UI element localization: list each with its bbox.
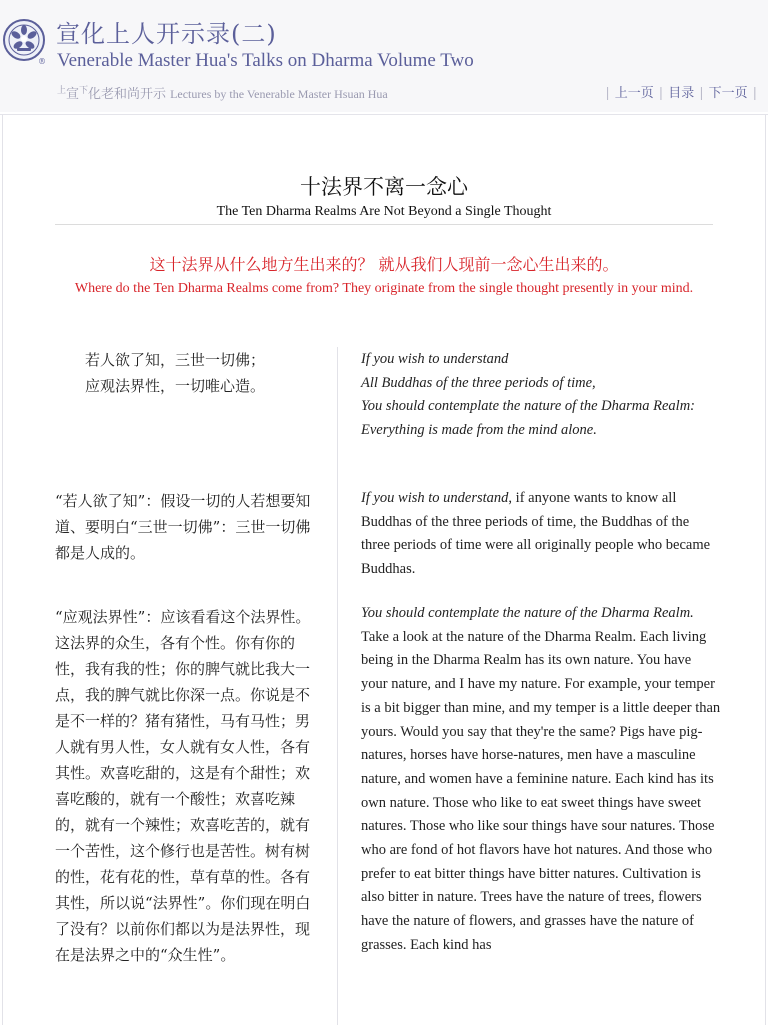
page-header: [0, 0, 768, 112]
paragraph-2-english: [361, 602, 721, 958]
paragraph-1-emphasis: If you wish to understand: [361, 490, 509, 506]
summary-english: Where do the Ten Dharma Realms come from? They originate from the single thought presently in your mind.: [74, 281, 694, 296]
nav-separator: |: [752, 86, 757, 101]
verse-line-en: Everything is made from the mind alone.: [361, 422, 597, 439]
prev-page-link[interactable]: 上一页: [614, 86, 654, 101]
paragraph-1-body: , if anyone wants to know all Buddhas of the three periods of time, the Buddhas of the three periods of time were all originally people who became Buddhas.: [361, 490, 711, 578]
paragraph-2-chinese: “应观法界性”：应该看看这个法界性。这法界的众生，各有个性。你有你的性，我有我的性；你的脾气就比我大一点，我的脾气就比你深一点。你说是不是不一样的？猪有猪性，马有马性；男人就有男人性，女人就有女人性，各有其性。欢喜吃甜的，这是有个甜性；欢喜吃酸的，就有一个酸性；欢喜吃辣的，就有一个辣性；欢喜吃苦的，就有一个苦性，这个修行也是苦性。树有树的性，花有花的性，草有草的性。各有其性，所以说“法界性”。你们现在明白了没有？以前你们都以为是法界性，现在是法界之中的“众生性”。: [55, 608, 311, 964]
column-divider: [337, 347, 338, 1025]
summary-chinese: 这十法界从什么地方生出来的？ 就从我们人现前一念心生出来的。: [149, 255, 619, 274]
nav-separator: |: [658, 86, 664, 101]
verse-english: [361, 348, 721, 443]
dharma-wheel-logo-icon: [2, 18, 46, 62]
site-subtitle: [57, 83, 388, 102]
subtitle-english: Lectures by the Venerable Master Hsuan Hua: [170, 87, 388, 101]
article-panel: [2, 115, 766, 1025]
page-navigation: [600, 82, 762, 101]
verse-line-en: All Buddhas of the three periods of time,: [361, 374, 596, 391]
nav-separator: |: [605, 86, 610, 101]
article-title-chinese: 十法界不离一念心: [300, 175, 468, 199]
verse-line-cn: 若人欲了知，三世一切佛；: [85, 351, 266, 369]
subtitle-rest: 化老和尚开示: [88, 87, 167, 102]
subtitle-xuan: 宣: [66, 87, 80, 102]
subtitle-xia: 下: [79, 86, 89, 96]
nav-separator: |: [699, 86, 704, 101]
article-content: [0, 114, 768, 1025]
verse-line-en: You should contemplate the nature of the Dharma Realm:: [361, 398, 696, 415]
site-title-english: Venerable Master Hua's Talks on Dharma Volume Two: [57, 50, 474, 71]
verse-line-en: If you wish to understand: [361, 351, 509, 367]
paragraph-2-emphasis: You should contemplate the nature of the Dharma Realm.: [361, 605, 694, 621]
subtitle-shang: 上: [57, 86, 67, 96]
next-page-link[interactable]: 下一页: [708, 86, 748, 101]
site-title-chinese: 宣化上人开示录(二): [56, 20, 277, 48]
title-divider: [55, 224, 713, 225]
registered-mark-icon: ®: [38, 57, 46, 66]
paragraph-1-english: [361, 487, 721, 582]
paragraph-2-body: Take a look at the nature of the Dharma Realm. Each living being in the Dharma Realm has its own nature. You have your nature, and I have my nature. For example, your temper is a bit bigger than mine, and my temper is a little deeper than yours. Would you say that they're the same? Pigs have pig-natures, horses have horse-natures, men have a masculine nature, and women have a feminine nature. Each kind has its own nature. Those who like to eat sweet things have sweet natures. Those who like sour things have sour natures. Those who are fond of hot flavors have hot natures. And those who prefer to eat bitter things have bitter natures. Cultivation is also bitter in nature. Trees have the nature of trees, flowers have the nature of flowers, and grasses have the nature of grasses. Each kind has: [361, 628, 721, 953]
paragraph-1-chinese: “若人欲了知”：假设一切的人若想要知道、要明白“三世一切佛”：三世一切佛都是人成的。: [55, 492, 311, 562]
table-of-contents-link[interactable]: 目录: [668, 86, 695, 101]
verse-line-cn: 应观法界性，一切唯心造。: [85, 377, 266, 395]
article-title-english: The Ten Dharma Realms Are Not Beyond a Single Thought: [216, 204, 552, 219]
verse-chinese: [85, 347, 351, 399]
